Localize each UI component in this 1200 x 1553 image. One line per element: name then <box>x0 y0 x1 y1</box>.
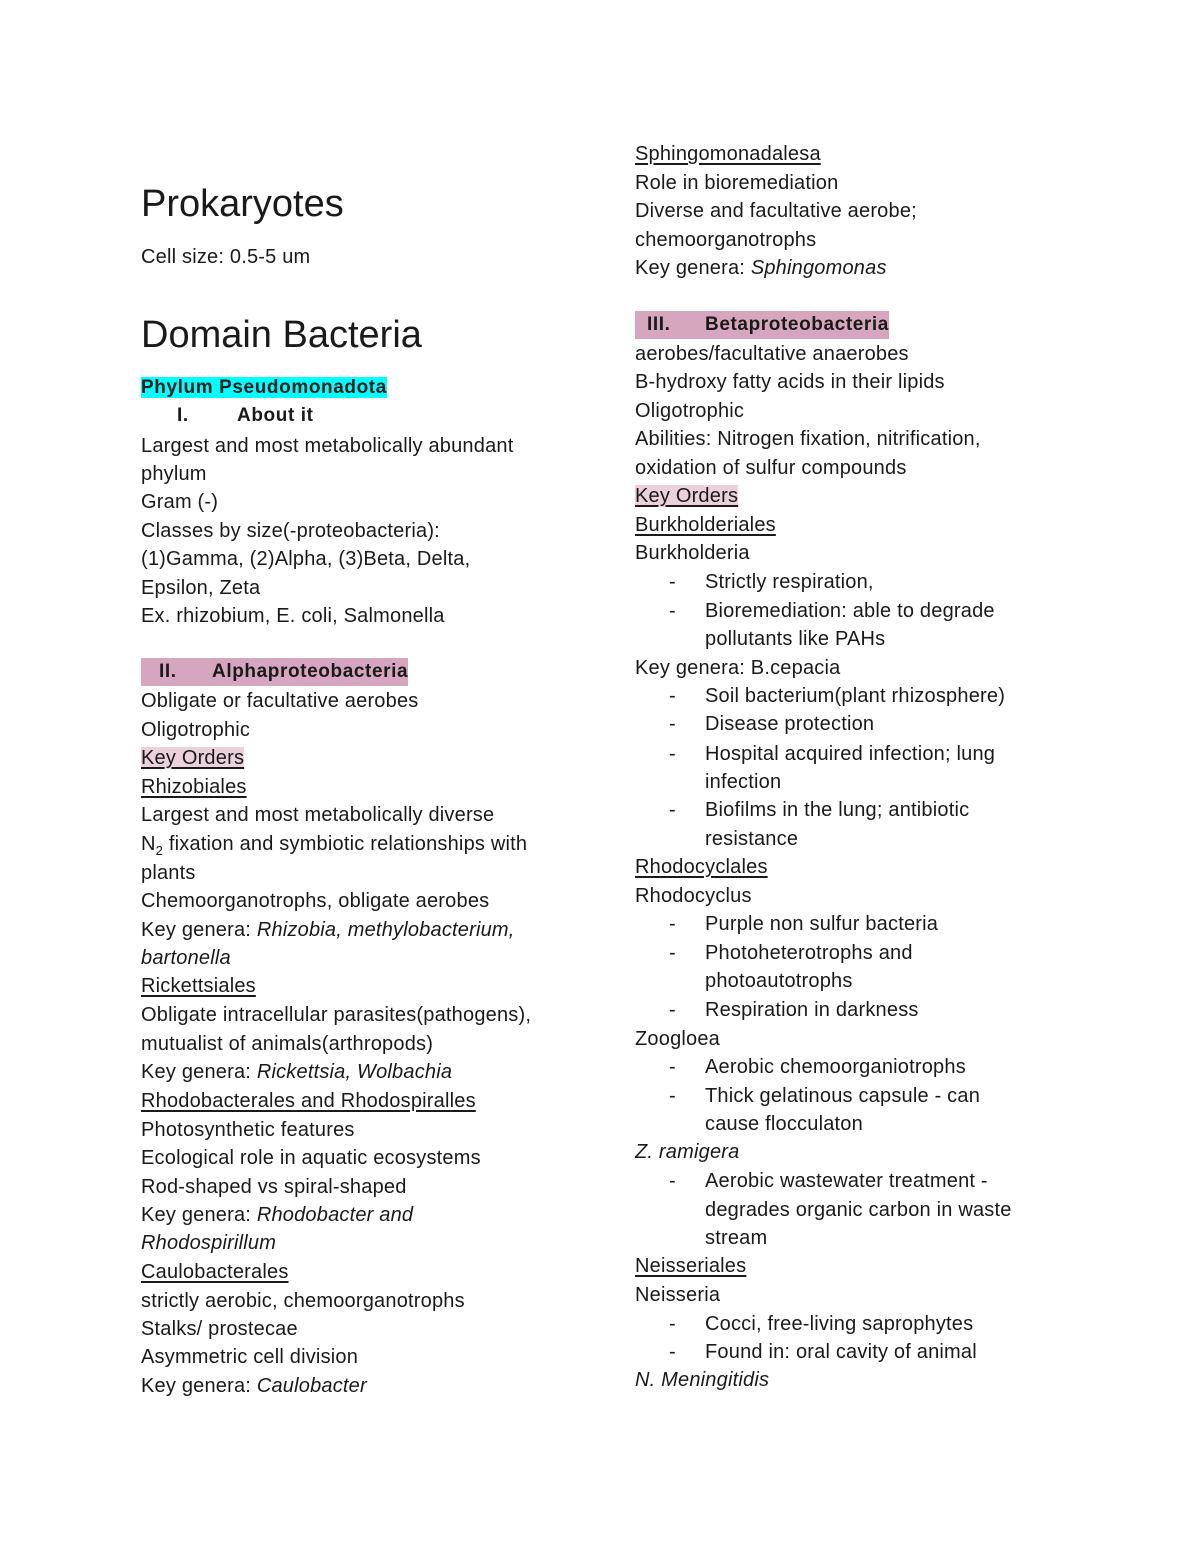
caulobacterales-line: Asymmetric cell division <box>141 1346 359 1368</box>
burkholderia-key-genera: Key genera: B.cepacia <box>635 657 841 679</box>
beta-line: aerobes/facultative anaerobes <box>635 343 909 365</box>
order-rickettsiales: Rickettsiales <box>141 975 256 997</box>
species-n-meningitidis: N. Meningitidis <box>635 1369 770 1391</box>
beta-line: Oligotrophic <box>635 400 745 422</box>
beta-line: Abilities: Nitrogen fixation, nitrification, <box>635 428 981 450</box>
order-rhodobacterales: Rhodobacterales and Rhodospiralles <box>141 1090 476 1112</box>
genus-zoogloea: Zoogloea <box>635 1028 720 1050</box>
about-line: Ex. rhizobium, E. coli, Salmonella <box>141 605 445 627</box>
sphingo-line: Role in bioremediation <box>635 172 839 194</box>
beta-line: B-hydroxy fatty acids in their lipids <box>635 371 945 393</box>
rhizobiales-line: plants <box>141 862 196 884</box>
caulobacterales-line: strictly aerobic, chemoorganotrophs <box>141 1290 465 1312</box>
caulobacterales-line: Stalks/ prostecae <box>141 1318 298 1340</box>
order-sphingomonadales: Sphingomonadalesa <box>635 143 821 165</box>
domain-heading: Domain Bacteria <box>141 314 422 356</box>
phylum-heading: Phylum Pseudomonadota <box>141 377 387 398</box>
caulobacterales-key-genera: Key genera: Caulobacter <box>141 1375 367 1397</box>
about-line: Epsilon, Zeta <box>141 577 261 599</box>
genus-neisseria: Neisseria <box>635 1284 721 1306</box>
sphingo-line: chemoorganotrophs <box>635 229 817 251</box>
rickettsiales-line: Obligate intracellular parasites(pathogens), <box>141 1004 532 1026</box>
genus-rhodocyclus: Rhodocyclus <box>635 885 752 907</box>
rhodobacterales-line: Ecological role in aquatic ecosystems <box>141 1147 481 1169</box>
page-title: Prokaryotes <box>141 183 344 225</box>
genus-burkholderia: Burkholderia <box>635 542 750 564</box>
section-about-heading: I. About it <box>177 405 314 426</box>
key-orders-label: Key Orders <box>635 485 739 507</box>
section-beta-heading: III. Betaproteobacteria <box>635 311 889 339</box>
sphingo-line: Diverse and facultative aerobe; <box>635 200 917 222</box>
rhodobacterales-line: Photosynthetic features <box>141 1119 355 1141</box>
rhizobiales-line: Largest and most metabolically diverse <box>141 804 495 826</box>
order-caulobacterales: Caulobacterales <box>141 1261 289 1283</box>
cell-size-text: Cell size: 0.5-5 um <box>141 246 311 268</box>
rhodobacterales-line: Rod-shaped vs spiral-shaped <box>141 1176 407 1198</box>
alpha-line: Oligotrophic <box>141 719 251 741</box>
rhodobacterales-key-genera: Key genera: Rhodobacter and <box>141 1204 414 1226</box>
key-orders-label: Key Orders <box>141 747 245 769</box>
order-burkholderiales: Burkholderiales <box>635 514 776 536</box>
order-rhodocyclales: Rhodocyclales <box>635 856 768 878</box>
order-rhizobiales: Rhizobiales <box>141 776 247 798</box>
about-line: Largest and most metabolically abundant <box>141 435 514 457</box>
about-line: (1)Gamma, (2)Alpha, (3)Beta, Delta, <box>141 548 471 570</box>
rhizobiales-key-genera-cont: bartonella <box>141 947 231 969</box>
sphingo-key-genera: Key genera: Sphingomonas <box>635 257 887 279</box>
about-line: Classes by size(-proteobacteria): <box>141 520 440 542</box>
about-line: Gram (-) <box>141 491 219 513</box>
rhodobacterales-key-genera-cont: Rhodospirillum <box>141 1232 277 1254</box>
alpha-line: Obligate or facultative aerobes <box>141 690 419 712</box>
rhizobiales-key-genera: Key genera: Rhizobia, methylobacterium, <box>141 919 515 941</box>
about-line: phylum <box>141 463 207 485</box>
rickettsiales-key-genera: Key genera: Rickettsia, Wolbachia <box>141 1061 453 1083</box>
order-neisseriales: Neisseriales <box>635 1255 747 1277</box>
rhizobiales-n2-line: $N_2$ fixation and symbiotic relationships with <box>141 833 528 858</box>
beta-line: oxidation of sulfur compounds <box>635 457 907 479</box>
species-z-ramigera: Z. ramigera <box>635 1141 740 1163</box>
rickettsiales-line: mutualist of animals(arthropods) <box>141 1033 434 1055</box>
section-alpha-heading: II. Alphaproteobacteria <box>141 658 408 686</box>
rhizobiales-line: Chemoorganotrophs, obligate aerobes <box>141 890 490 912</box>
